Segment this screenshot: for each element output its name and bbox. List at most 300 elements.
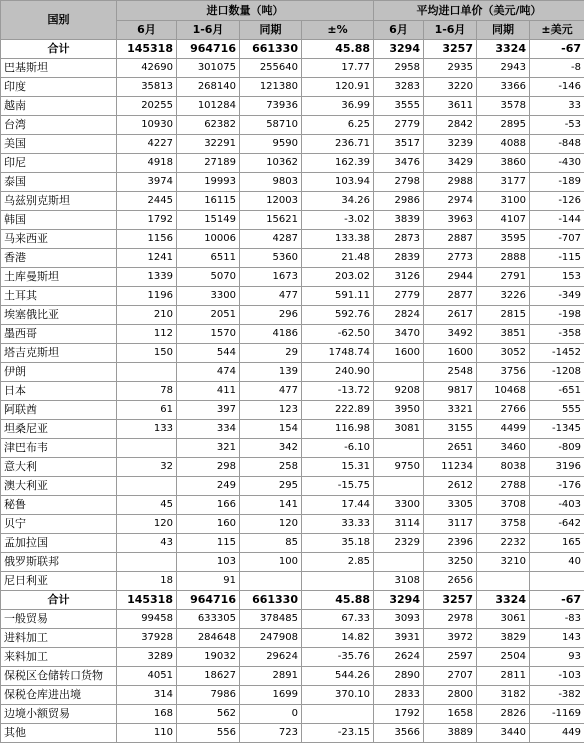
price-change-cell: 165: [530, 534, 584, 553]
country-row: [1, 287, 584, 306]
country-row: [1, 135, 584, 154]
country-row: [1, 78, 584, 97]
qty-prior-cell: [240, 572, 302, 591]
price-change-cell: -176: [530, 477, 584, 496]
qty-change-cell: -23.15: [302, 724, 374, 743]
qty-month-cell: 35813: [117, 78, 177, 97]
price-prior-cell: 3177: [477, 173, 530, 192]
qty-month-cell: 18: [117, 572, 177, 591]
country-row: [1, 515, 584, 534]
qty-prior-cell: 255640: [240, 59, 302, 78]
row-label-cell: 边境小额贸易: [1, 705, 117, 724]
qty-ytd-cell: 268140: [177, 78, 240, 97]
price-prior-cell: 3851: [477, 325, 530, 344]
qty-month-cell: 210: [117, 306, 177, 325]
price-change-cell: -349: [530, 287, 584, 306]
qty-change-cell: 116.98: [302, 420, 374, 439]
price-prior-cell: 3052: [477, 344, 530, 363]
qty-prior-cell: 378485: [240, 610, 302, 629]
country-row: [1, 458, 584, 477]
qty-ytd-cell: 160: [177, 515, 240, 534]
price-prior-cell: 3440: [477, 724, 530, 743]
qty-change-cell: 203.02: [302, 268, 374, 287]
price-month-cell: 2873: [374, 230, 424, 249]
price-prior-cell: 2888: [477, 249, 530, 268]
row-label-cell: 越南: [1, 97, 117, 116]
price-change-cell: -8: [530, 59, 584, 78]
qty-ytd-cell: 249: [177, 477, 240, 496]
price-change-cell: -53: [530, 116, 584, 135]
qty-month-cell: 1339: [117, 268, 177, 287]
price-change-cell: 40: [530, 553, 584, 572]
qty-change-cell: 67.33: [302, 610, 374, 629]
price-prior-cell: 2788: [477, 477, 530, 496]
price-prior-cell: 3061: [477, 610, 530, 629]
country-row: [1, 401, 584, 420]
price-ytd-cell: 2617: [424, 306, 477, 325]
price-ytd-cell: 1600: [424, 344, 477, 363]
price-ytd-cell: 3963: [424, 211, 477, 230]
price-ytd-cell: 2944: [424, 268, 477, 287]
price-change-cell: 555: [530, 401, 584, 420]
qty-ytd-cell: 91: [177, 572, 240, 591]
row-label-cell: 津巴布韦: [1, 439, 117, 458]
qty-month-cell: 133: [117, 420, 177, 439]
qty-ytd-cell: 2051: [177, 306, 240, 325]
qty-change-cell: -35.76: [302, 648, 374, 667]
price-prior-cell: 3595: [477, 230, 530, 249]
qty-change-cell: 1748.74: [302, 344, 374, 363]
price-month-cell: 9208: [374, 382, 424, 401]
qty-prior-cell: 2891: [240, 667, 302, 686]
price-month-cell: 3114: [374, 515, 424, 534]
price-prior-cell: 3226: [477, 287, 530, 306]
qty-prior-cell: 1699: [240, 686, 302, 705]
qty-ytd-cell: 10006: [177, 230, 240, 249]
qty-change-cell: 34.26: [302, 192, 374, 211]
price-month-cell: 2833: [374, 686, 424, 705]
trade-mode-row: [1, 610, 584, 629]
price-ytd-cell: 2842: [424, 116, 477, 135]
country-row: [1, 173, 584, 192]
price-change-cell: 449: [530, 724, 584, 743]
qty-ytd-cell: 18627: [177, 667, 240, 686]
qty-month-cell: 1241: [117, 249, 177, 268]
price-ytd-cell: 2974: [424, 192, 477, 211]
qty-prior-cell: 661330: [240, 40, 302, 59]
price-ytd-cell: 2612: [424, 477, 477, 496]
row-label-cell: 保税仓库进出境: [1, 686, 117, 705]
price-change-cell: -707: [530, 230, 584, 249]
qty-prior-cell: 247908: [240, 629, 302, 648]
qty-change-cell: 103.94: [302, 173, 374, 192]
qty-change-cell: [302, 572, 374, 591]
price-change-cell: -403: [530, 496, 584, 515]
price-month-cell: 3470: [374, 325, 424, 344]
qty-change-cell: 6.25: [302, 116, 374, 135]
price-change-cell: -358: [530, 325, 584, 344]
qty-ytd-cell: 3300: [177, 287, 240, 306]
price-prior-cell: 2504: [477, 648, 530, 667]
country-row: [1, 211, 584, 230]
qty-change-cell: -62.50: [302, 325, 374, 344]
price-month-cell: 3294: [374, 591, 424, 610]
price-change-cell: -1208: [530, 363, 584, 382]
qty-ytd-cell: 556: [177, 724, 240, 743]
country-row: [1, 363, 584, 382]
qty-change-cell: 36.99: [302, 97, 374, 116]
price-month-cell: 2986: [374, 192, 424, 211]
trade-mode-row: [1, 686, 584, 705]
qty-month-cell: 99458: [117, 610, 177, 629]
price-month-cell: 2824: [374, 306, 424, 325]
price-ytd-cell: 3889: [424, 724, 477, 743]
row-label-cell: 马来西亚: [1, 230, 117, 249]
price-change-cell: 33: [530, 97, 584, 116]
price-prior-cell: 2766: [477, 401, 530, 420]
price-prior-cell: 2232: [477, 534, 530, 553]
qty-ytd-cell: 334: [177, 420, 240, 439]
country-row: [1, 477, 584, 496]
price-month-cell: 3108: [374, 572, 424, 591]
price-change-cell: 3196: [530, 458, 584, 477]
price-change-cell: -642: [530, 515, 584, 534]
qty-ytd-cell: 16115: [177, 192, 240, 211]
price-prior-cell: 3100: [477, 192, 530, 211]
qty-prior-cell: 121380: [240, 78, 302, 97]
country-row: [1, 344, 584, 363]
qty-month-cell: 42690: [117, 59, 177, 78]
price-month-cell: 2624: [374, 648, 424, 667]
qty-prior-cell: 0: [240, 705, 302, 724]
row-label-cell: 合计: [1, 40, 117, 59]
qty-change-cell: 45.88: [302, 40, 374, 59]
qty-prior-cell: 100: [240, 553, 302, 572]
qty-month-cell: 3974: [117, 173, 177, 192]
price-ytd-cell: 2935: [424, 59, 477, 78]
qty-prior-cell: 12003: [240, 192, 302, 211]
price-ytd-cell: 3220: [424, 78, 477, 97]
trade-mode-row: [1, 629, 584, 648]
qty-month-cell: 2445: [117, 192, 177, 211]
price-ytd-cell: 3239: [424, 135, 477, 154]
price-change-cell: 143: [530, 629, 584, 648]
qty-month-cell: 78: [117, 382, 177, 401]
price-ytd-cell: 2656: [424, 572, 477, 591]
price-month-cell: 3517: [374, 135, 424, 154]
qty-month-cell: [117, 477, 177, 496]
price-month-cell: 2890: [374, 667, 424, 686]
qty-prior-cell: 141: [240, 496, 302, 515]
row-label-cell: 进料加工: [1, 629, 117, 648]
qty-ytd-cell: 562: [177, 705, 240, 724]
qty-change-cell: 2.85: [302, 553, 374, 572]
price-change-cell: 153: [530, 268, 584, 287]
table-body: [1, 40, 584, 743]
qty-ytd-header: 1-6月: [177, 21, 240, 40]
qty-ytd-cell: 103: [177, 553, 240, 572]
price-prior-cell: 10468: [477, 382, 530, 401]
price-month-cell: 3300: [374, 496, 424, 515]
qty-prior-cell: 123: [240, 401, 302, 420]
price-month-cell: 2779: [374, 287, 424, 306]
row-label-cell: 澳大利亚: [1, 477, 117, 496]
price-group-header: 平均进口单价（美元/吨）: [374, 1, 584, 21]
qty-prior-cell: 1673: [240, 268, 302, 287]
country-row: [1, 382, 584, 401]
qty-prior-cell: 295: [240, 477, 302, 496]
country-row: [1, 154, 584, 173]
country-row: [1, 192, 584, 211]
qty-month-cell: 3289: [117, 648, 177, 667]
country-row: [1, 420, 584, 439]
row-label-cell: 土库曼斯坦: [1, 268, 117, 287]
price-change-cell: -651: [530, 382, 584, 401]
country-row: [1, 230, 584, 249]
price-change-cell: -1452: [530, 344, 584, 363]
price-ytd-cell: 2548: [424, 363, 477, 382]
qty-change-cell: 133.38: [302, 230, 374, 249]
qty-month-cell: 112: [117, 325, 177, 344]
qty-change-cell: 236.71: [302, 135, 374, 154]
qty-ytd-cell: 964716: [177, 40, 240, 59]
country-row: [1, 325, 584, 344]
qty-prior-header: 同期: [240, 21, 302, 40]
qty-prior-cell: 477: [240, 382, 302, 401]
qty-change-cell: 370.10: [302, 686, 374, 705]
qty-ytd-cell: 19993: [177, 173, 240, 192]
price-ytd-cell: 1658: [424, 705, 477, 724]
price-change-cell: -67: [530, 40, 584, 59]
row-label-cell: 意大利: [1, 458, 117, 477]
price-change-cell: -809: [530, 439, 584, 458]
price-prior-cell: 3860: [477, 154, 530, 173]
qty-month-cell: 37928: [117, 629, 177, 648]
country-row: [1, 496, 584, 515]
price-ytd-cell: 3321: [424, 401, 477, 420]
qty-ytd-cell: 321: [177, 439, 240, 458]
qty-change-cell: 222.89: [302, 401, 374, 420]
qty-month-cell: 4051: [117, 667, 177, 686]
country-row: [1, 116, 584, 135]
qty-month-cell: 32: [117, 458, 177, 477]
price-month-cell: [374, 439, 424, 458]
qty-month-cell: 314: [117, 686, 177, 705]
price-prior-cell: 3578: [477, 97, 530, 116]
qty-prior-cell: 73936: [240, 97, 302, 116]
qty-month-cell: 168: [117, 705, 177, 724]
price-month-cell: 3566: [374, 724, 424, 743]
qty-ytd-cell: 27189: [177, 154, 240, 173]
price-prior-cell: 2943: [477, 59, 530, 78]
price-change-cell: -83: [530, 610, 584, 629]
qty-change-cell: 21.48: [302, 249, 374, 268]
qty-month-header: 6月: [117, 21, 177, 40]
price-change-cell: -126: [530, 192, 584, 211]
price-ytd-cell: 3429: [424, 154, 477, 173]
price-prior-cell: 3182: [477, 686, 530, 705]
price-prior-cell: 3758: [477, 515, 530, 534]
qty-ytd-cell: 166: [177, 496, 240, 515]
price-prior-cell: 2826: [477, 705, 530, 724]
price-ytd-cell: 3972: [424, 629, 477, 648]
price-change-cell: 93: [530, 648, 584, 667]
price-ytd-cell: 3305: [424, 496, 477, 515]
category-header: 国别: [1, 1, 117, 40]
row-label-cell: 伊朗: [1, 363, 117, 382]
price-ytd-cell: 3257: [424, 40, 477, 59]
country-row: [1, 439, 584, 458]
qty-month-cell: 61: [117, 401, 177, 420]
row-label-cell: 韩国: [1, 211, 117, 230]
qty-month-cell: 43: [117, 534, 177, 553]
row-label-cell: 合计: [1, 591, 117, 610]
price-ytd-cell: 3492: [424, 325, 477, 344]
price-ytd-cell: 3155: [424, 420, 477, 439]
price-prior-cell: 2895: [477, 116, 530, 135]
price-ytd-cell: 2978: [424, 610, 477, 629]
qty-ytd-cell: 301075: [177, 59, 240, 78]
qty-prior-cell: 29: [240, 344, 302, 363]
row-label-cell: 泰国: [1, 173, 117, 192]
price-month-cell: 1792: [374, 705, 424, 724]
qty-prior-cell: 15621: [240, 211, 302, 230]
price-prior-cell: 3324: [477, 591, 530, 610]
qty-change-cell: -3.02: [302, 211, 374, 230]
price-change-cell: -1345: [530, 420, 584, 439]
price-month-cell: 3476: [374, 154, 424, 173]
price-ytd-cell: 2988: [424, 173, 477, 192]
price-prior-cell: 3324: [477, 40, 530, 59]
price-month-cell: 3931: [374, 629, 424, 648]
qty-prior-cell: 9803: [240, 173, 302, 192]
trade-total-row: [1, 591, 584, 610]
price-month-cell: 3950: [374, 401, 424, 420]
price-change-cell: -198: [530, 306, 584, 325]
qty-ytd-cell: 6511: [177, 249, 240, 268]
qty-month-cell: [117, 363, 177, 382]
price-month-cell: [374, 553, 424, 572]
price-month-cell: 3839: [374, 211, 424, 230]
price-ytd-cell: 9817: [424, 382, 477, 401]
row-label-cell: 乌兹别克斯坦: [1, 192, 117, 211]
price-month-header: 6月: [374, 21, 424, 40]
row-label-cell: 坦桑尼亚: [1, 420, 117, 439]
price-ytd-cell: 2707: [424, 667, 477, 686]
qty-ytd-cell: 411: [177, 382, 240, 401]
country-row: [1, 59, 584, 78]
qty-month-cell: [117, 553, 177, 572]
qty-prior-cell: 120: [240, 515, 302, 534]
qty-change-cell: 591.11: [302, 287, 374, 306]
qty-change-cell: -6.10: [302, 439, 374, 458]
price-month-cell: 3555: [374, 97, 424, 116]
qty-prior-cell: 258: [240, 458, 302, 477]
qty-ytd-cell: 32291: [177, 135, 240, 154]
row-label-cell: 秘鲁: [1, 496, 117, 515]
price-prior-cell: 3366: [477, 78, 530, 97]
price-month-cell: 2329: [374, 534, 424, 553]
qty-prior-cell: 58710: [240, 116, 302, 135]
price-ytd-cell: 3257: [424, 591, 477, 610]
price-change-cell: -67: [530, 591, 584, 610]
qty-change-cell: [302, 705, 374, 724]
row-label-cell: 埃塞俄比亚: [1, 306, 117, 325]
qty-ytd-cell: 633305: [177, 610, 240, 629]
row-label-cell: 俄罗斯联邦: [1, 553, 117, 572]
qty-ytd-cell: 19032: [177, 648, 240, 667]
qty-ytd-cell: 284648: [177, 629, 240, 648]
price-month-cell: 3081: [374, 420, 424, 439]
price-month-cell: 3093: [374, 610, 424, 629]
trade-mode-row: [1, 648, 584, 667]
price-ytd-cell: 2800: [424, 686, 477, 705]
price-prior-cell: 2791: [477, 268, 530, 287]
qty-prior-cell: 342: [240, 439, 302, 458]
price-ytd-cell: 2597: [424, 648, 477, 667]
price-prior-cell: 3708: [477, 496, 530, 515]
price-prior-cell: 3210: [477, 553, 530, 572]
row-label-cell: 墨西哥: [1, 325, 117, 344]
price-prior-cell: 8038: [477, 458, 530, 477]
qty-month-cell: 145318: [117, 591, 177, 610]
row-label-cell: 尼日利亚: [1, 572, 117, 591]
trade-mode-row: [1, 667, 584, 686]
country-row: [1, 249, 584, 268]
price-month-cell: 9750: [374, 458, 424, 477]
qty-prior-cell: 661330: [240, 591, 302, 610]
qty-ytd-cell: 15149: [177, 211, 240, 230]
price-change-header: ±美元: [530, 21, 584, 40]
qty-ytd-cell: 397: [177, 401, 240, 420]
qty-change-cell: 45.88: [302, 591, 374, 610]
row-label-cell: 巴基斯坦: [1, 59, 117, 78]
quantity-group-header: 进口数量（吨）: [117, 1, 374, 21]
price-ytd-cell: 2651: [424, 439, 477, 458]
qty-prior-cell: 723: [240, 724, 302, 743]
qty-prior-cell: 4186: [240, 325, 302, 344]
country-total-row: [1, 40, 584, 59]
row-label-cell: 美国: [1, 135, 117, 154]
qty-change-cell: 35.18: [302, 534, 374, 553]
price-change-cell: [530, 572, 584, 591]
price-prior-header: 同期: [477, 21, 530, 40]
row-label-cell: 孟加拉国: [1, 534, 117, 553]
qty-ytd-cell: 62382: [177, 116, 240, 135]
price-month-cell: [374, 363, 424, 382]
qty-month-cell: 150: [117, 344, 177, 363]
price-prior-cell: 2815: [477, 306, 530, 325]
price-ytd-cell: 2773: [424, 249, 477, 268]
qty-month-cell: 120: [117, 515, 177, 534]
qty-change-cell: 592.76: [302, 306, 374, 325]
qty-prior-cell: 10362: [240, 154, 302, 173]
qty-month-cell: 145318: [117, 40, 177, 59]
row-label-cell: 台湾: [1, 116, 117, 135]
country-row: [1, 534, 584, 553]
price-change-cell: -848: [530, 135, 584, 154]
price-prior-cell: [477, 572, 530, 591]
qty-month-cell: 110: [117, 724, 177, 743]
price-change-cell: -382: [530, 686, 584, 705]
price-change-cell: -1169: [530, 705, 584, 724]
qty-month-cell: 4918: [117, 154, 177, 173]
row-label-cell: 塔吉克斯坦: [1, 344, 117, 363]
price-month-cell: 2839: [374, 249, 424, 268]
price-change-cell: -189: [530, 173, 584, 192]
qty-change-cell: 17.77: [302, 59, 374, 78]
qty-prior-cell: 9590: [240, 135, 302, 154]
